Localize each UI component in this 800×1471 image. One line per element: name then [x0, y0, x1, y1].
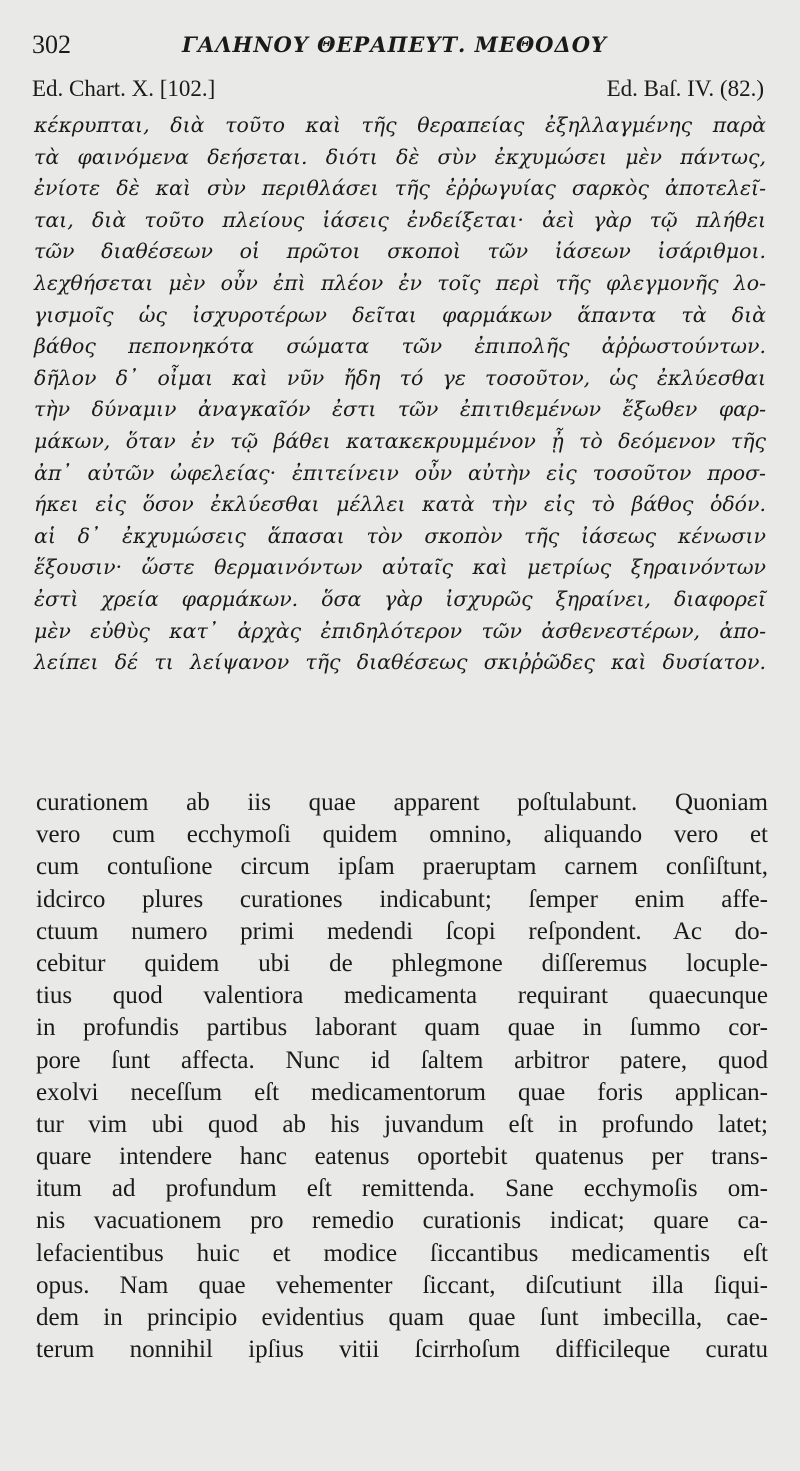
greek-text-line: δῆλον δ᾽ οἶμαι καὶ νῦν ἤδη τό γε τοσοῦτον, ὡς ἐκλύεσθαι: [34, 365, 766, 390]
edition-chart-reference: Ed. Chart. X. [102.]: [32, 76, 216, 101]
greek-text-line: ἕξουσιν· ὥστε θερμαινόντων αὐταῖς καὶ μετρίως ξηραινόντων: [34, 555, 766, 580]
latin-text-line: cebitur quidem ubi de phlegmone diſſeremus locuple-: [36, 949, 768, 977]
greek-text-line: ἀπ᾽ αὐτῶν ὠφελείας· ἐπιτείνειν οὖν αὐτὴν εἰς τοσοῦτον προσ-: [34, 460, 766, 485]
greek-text-line: κέκρυπται, διὰ τοῦτο καὶ τῆς θεραπείας ἐξηλλαγμένης παρὰ: [34, 113, 766, 137]
greek-text-line: μάκων, ὅταν ἐν τῷ βάθει κατακεκρυμμένον ᾖ τὸ δεόμενον τῆς: [34, 428, 766, 453]
running-title: ΓΑΛΗΝΟΥ ΘΕΡΑΠΕΥΤ. ΜΕΘΟΔΟΥ: [182, 32, 608, 57]
latin-text-line: tius quod valentiora medicamenta requirant quaecunque: [36, 982, 768, 1010]
latin-text-line: exolvi neceſſum eſt medicamentorum quae foris applican-: [36, 1078, 768, 1106]
latin-text-line: nis vacuationem pro remedio curationis indicat; quare ca-: [36, 1207, 768, 1235]
latin-text-line: tur vim ubi quod ab his juvandum eſt in profundo latet;: [36, 1110, 768, 1138]
latin-text-line: terum nonnihil ipſius vitii ſcirrhoſum difficileque curatu: [36, 1336, 768, 1364]
greek-text-line: βάθος πεπονηκότα σώματα τῶν ἐπιπολῆς ἀῤῥωστούντων.: [34, 334, 766, 359]
latin-text-line: vero cum ecchymoſi quidem omnino, aliquando vero et: [36, 821, 768, 849]
greek-text-line: ήκει εἰς ὅσον ἐκλύεσθαι μέλλει κατὰ τὴν εἰς τὸ βάθος ὁδόν.: [34, 492, 766, 517]
greek-text-line: ἐστὶ χρεία φαρμάκων. ὅσα γὰρ ἰσχυρῶς ξηραίνει, διαφορεῖ: [34, 586, 766, 611]
latin-text-line: cum contuſione circum ipſam praeruptam carnem conſiſtunt,: [36, 853, 768, 881]
page-number: 302: [32, 30, 71, 59]
greek-text-line: λείπει δέ τι λείψανον τῆς διαθέσεως σκιῤῥῶδες καὶ δυσίατον.: [34, 650, 766, 675]
greek-text-line: τῶν διαθέσεων οἱ πρῶτοι σκοποὶ τῶν ἰάσεων ἰσάριθμοι.: [34, 239, 766, 264]
page-header: [32, 30, 772, 64]
greek-text-line: μὲν εὐθὺς κατ᾽ ἀρχὰς ἐπιδηλότερον τῶν ἀσθενεστέρων, ἀπο-: [34, 618, 766, 643]
latin-text-line: pore ſunt affecta. Nunc id ſaltem arbitror patere, quod: [36, 1046, 768, 1074]
latin-text-line: itum ad profundum eſt remittenda. Sane ecchymoſis om-: [36, 1175, 768, 1203]
latin-text-line: in profundis partibus laborant quam quae in ſummo cor-: [36, 1014, 768, 1042]
greek-text-line: λεχθήσεται μὲν οὖν ἐπὶ πλέον ἐν τοῖς περὶ τῆς φλεγμονῆς λο-: [34, 270, 766, 295]
latin-text-line: dem in principio evidentius quam quae ſunt imbecilla, cae-: [36, 1304, 768, 1331]
edition-reference-row: [32, 76, 764, 106]
edition-basel-reference: Ed. Baſ. IV. (82.): [606, 76, 764, 101]
greek-text-block: [34, 110, 766, 679]
greek-text-line: τὰ φαινόμενα δεήσεται. διότι δὲ σὺν ἐκχυμώσει μὲν πάντως,: [34, 144, 766, 169]
latin-text-line: idcirco plures curationes indicabunt; ſemper enim affe-: [36, 885, 768, 913]
latin-text-line: quare intendere hanc eatenus oportebit quatenus per trans-: [36, 1143, 768, 1171]
greek-text-line: ται, διὰ τοῦτο πλείους ἰάσεις ἐνδείξεται· ἀεὶ γὰρ τῷ πλήθει: [34, 207, 766, 232]
latin-text-line: lefacientibus huic et modice ſiccantibus medicamentis eſt: [36, 1239, 768, 1267]
greek-text-line: τὴν δύναμιν ἀναγκαῖόν ἐστι τῶν ἐπιτιθεμένων ἔξωθεν φαρ-: [34, 397, 766, 422]
latin-text-line: opus. Nam quae vehementer ſiccant, diſcutiunt illa ſiqui-: [36, 1271, 768, 1299]
greek-text-line: ἐνίοτε δὲ καὶ σὺν περιθλάσει τῆς ἐῤῥωγυίας σαρκὸς ἀποτελεῖ-: [34, 176, 766, 201]
latin-text-block: [36, 787, 768, 1366]
latin-text-line: ctuum numero primi medendi ſcopi reſpondent. Ac do-: [36, 917, 768, 945]
greek-text-line: γισμοῖς ὡς ἰσχυροτέρων δεῖται φαρμάκων ἅπαντα τὰ διὰ: [34, 302, 766, 327]
greek-text-line: αἱ δ᾽ ἐκχυμώσεις ἅπασαι τὸν σκοπὸν τῆς ἰάσεως κένωσιν: [34, 523, 766, 548]
latin-text-line: curationem ab iis quae apparent poſtulabunt. Quoniam: [36, 789, 768, 816]
